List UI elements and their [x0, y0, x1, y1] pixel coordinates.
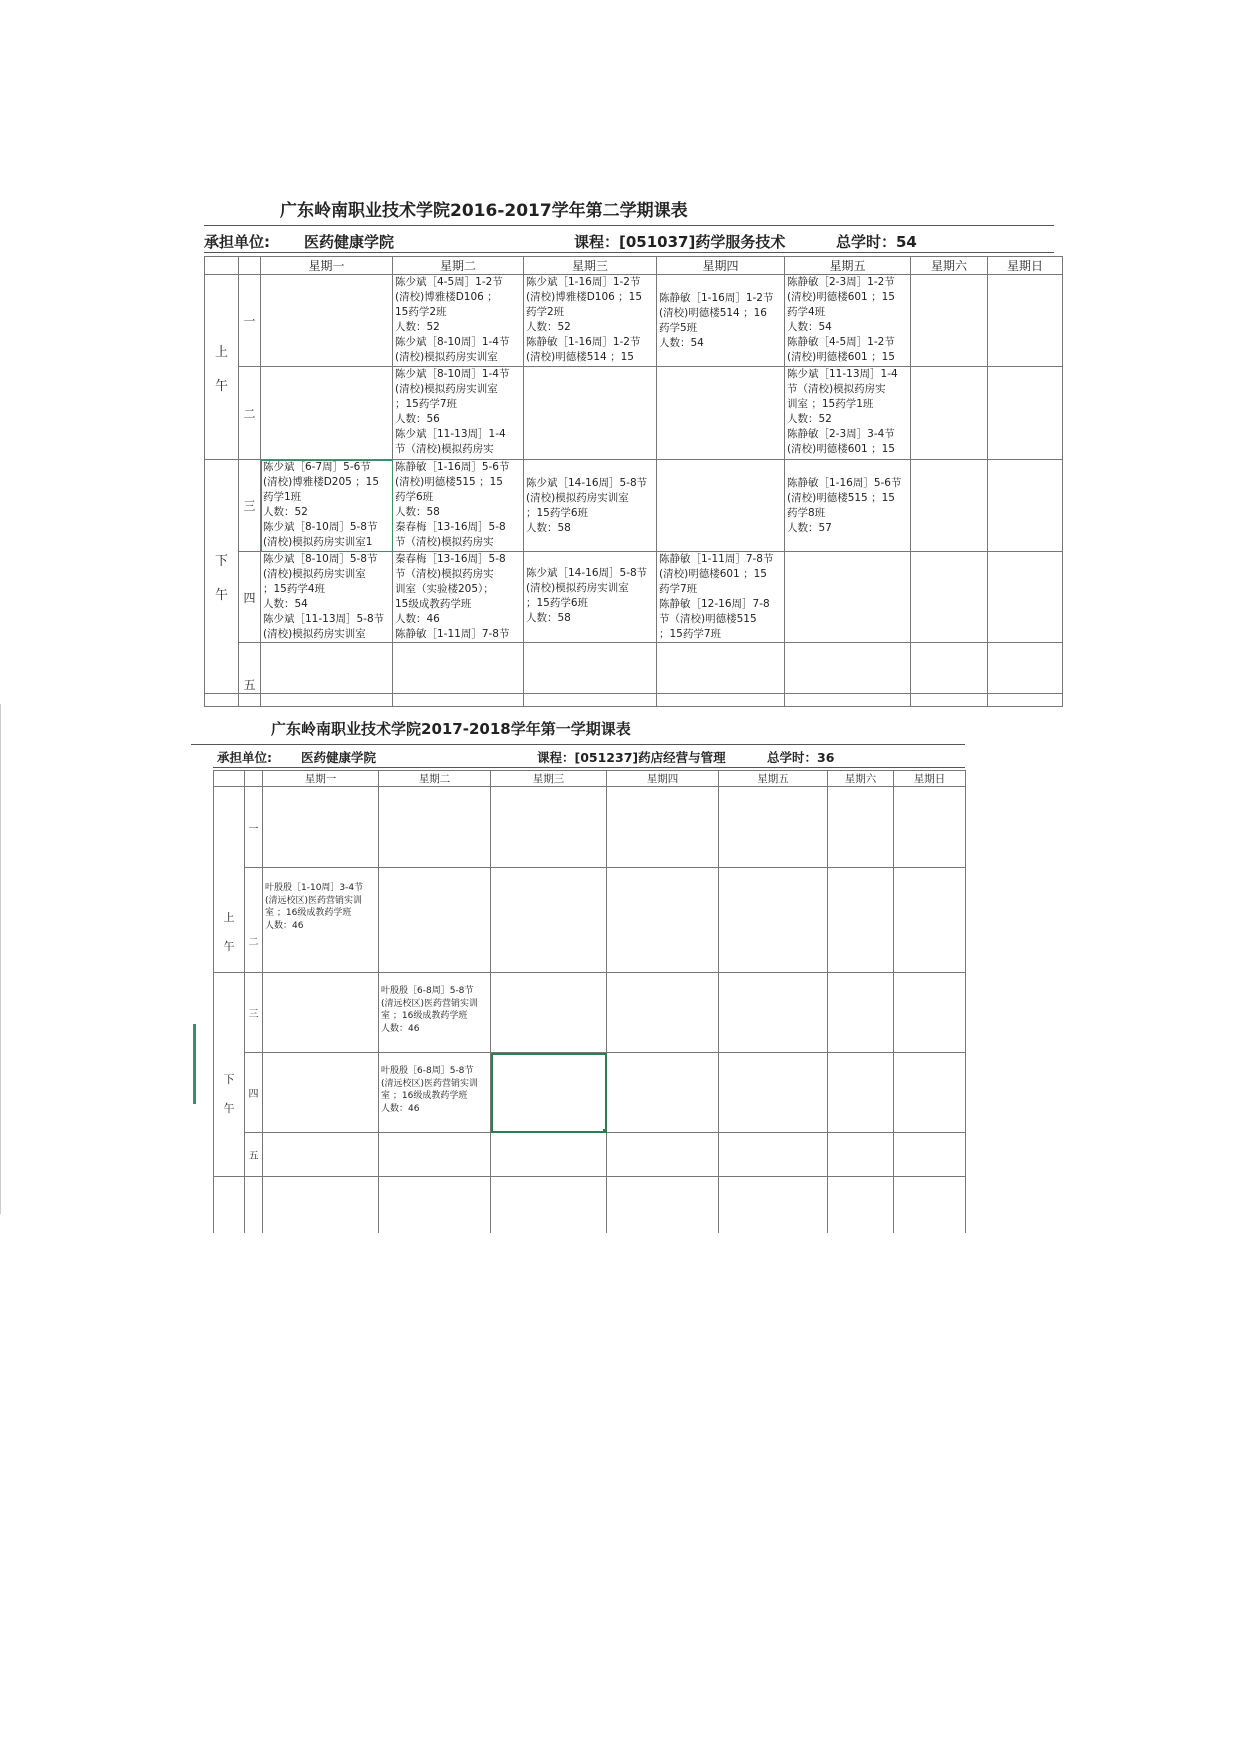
schedule-cell[interactable]	[719, 1053, 828, 1133]
schedule-cell[interactable]	[988, 367, 1063, 460]
schedule-cell[interactable]	[828, 1133, 894, 1177]
schedule-cell[interactable]: 叶殷殷［1-10周］3-4节 (清远校区)医药营销实训 室 ；16级成教药学班 人数：46	[263, 868, 379, 973]
schedule-cell[interactable]	[894, 1053, 966, 1133]
schedule-cell[interactable]	[393, 643, 524, 694]
schedule-cell[interactable]	[894, 787, 966, 868]
schedule-cell[interactable]	[988, 275, 1063, 367]
schedule-cell[interactable]: 陈静敏［2-3周］1-2节 (清校)明德楼601 ；15 药学4班 人数：54 陈静敏［4-5周］1-2节 (清校)明德楼601 ；15	[785, 275, 911, 367]
total-hours: 总学时：36	[767, 750, 835, 765]
schedule-cell[interactable]: 陈静敏［1-11周］7-8节 (清校)明德楼601 ；15 药学7班 陈静敏［12-16周］7-8 节（清校)明德楼515 ；15药学7班	[657, 552, 785, 643]
course-name: 课程：[051237]药店经营与管理	[537, 750, 726, 765]
schedule-cell[interactable]	[894, 868, 966, 973]
schedule-cell[interactable]: 陈少斌［8-10周］1-4节 (清校)模拟药房实训室 ；15药学7班 人数：56 陈少斌［11-13周］1-4 节（清校)模拟药房实	[393, 367, 524, 460]
divider	[213, 767, 965, 768]
schedule-cell[interactable]	[894, 1133, 966, 1177]
unit-label: 承担单位:	[204, 233, 270, 251]
sheet-info-row	[204, 231, 1054, 251]
day-header: 星期六	[828, 771, 894, 787]
schedule-cell[interactable]	[607, 868, 719, 973]
sheet-edge-marker	[193, 1024, 196, 1104]
divider	[204, 225, 1054, 226]
schedule-cell[interactable]: 陈少斌［1-16周］1-2节 (清校)博雅楼D106 ；15 药学2班 人数：52 陈静敏［1-16周］1-2节 (清校)明德楼514 ；15	[524, 275, 657, 367]
schedule-cell[interactable]	[988, 643, 1063, 694]
schedule-cell[interactable]	[379, 1133, 491, 1177]
schedule-cell[interactable]	[911, 367, 988, 460]
schedule-cell[interactable]	[607, 787, 719, 868]
filler-cell	[894, 1177, 966, 1234]
sheet-title: 广东岭南职业技术学院2017-2018学年第一学期课表	[271, 720, 631, 738]
schedule-cell[interactable]	[911, 460, 988, 552]
schedule-cell[interactable]	[491, 868, 607, 973]
schedule-cell[interactable]	[379, 787, 491, 868]
schedule-cell[interactable]	[657, 460, 785, 552]
day-header: 星期二	[379, 771, 491, 787]
filler-cell	[491, 1177, 607, 1234]
period-label: 三	[245, 973, 263, 1053]
day-header: 星期四	[657, 257, 785, 275]
day-header: 星期日	[988, 257, 1063, 275]
period-label: 三	[239, 460, 261, 552]
schedule-cell[interactable]	[828, 868, 894, 973]
schedule-cell[interactable]	[657, 367, 785, 460]
schedule-cell[interactable]	[263, 1053, 379, 1133]
corner-cell	[205, 257, 239, 275]
period-label: 五	[239, 643, 261, 694]
schedule-cell[interactable]	[261, 643, 393, 694]
day-header: 星期日	[894, 771, 966, 787]
schedule-cell[interactable]	[607, 1133, 719, 1177]
day-header: 星期六	[911, 257, 988, 275]
corner-cell	[245, 771, 263, 787]
schedule-cell[interactable]: 陈静敏［1-16周］1-2节 (清校)明德楼514 ；16 药学5班 人数：54	[657, 275, 785, 367]
schedule-cell[interactable]	[785, 643, 911, 694]
day-header: 星期四	[607, 771, 719, 787]
schedule-cell[interactable]	[263, 973, 379, 1053]
schedule-cell[interactable]	[911, 552, 988, 643]
schedule-cell[interactable]: 陈少斌［14-16周］5-8节 (清校)模拟药房实训室 ；15药学6班 人数：58	[524, 460, 657, 552]
schedule-cell[interactable]	[491, 1133, 607, 1177]
half-day-label: 上 午	[205, 275, 239, 460]
schedule-cell[interactable]	[657, 643, 785, 694]
filler-cell	[719, 1177, 828, 1234]
schedule-cell[interactable]	[828, 973, 894, 1053]
fill-handle[interactable]	[603, 1129, 607, 1133]
schedule-cell[interactable]	[894, 973, 966, 1053]
filler-cell	[214, 1177, 245, 1234]
filler-cell	[607, 1177, 719, 1234]
schedule-cell[interactable]	[263, 1133, 379, 1177]
schedule-cell[interactable]	[607, 1053, 719, 1133]
schedule-cell[interactable]	[491, 787, 607, 868]
timetable-grid	[213, 770, 966, 1233]
filler-cell	[263, 1177, 379, 1234]
half-day-label: 下 午	[205, 460, 239, 694]
period-label: 四	[245, 1053, 263, 1133]
filler-cell	[245, 1177, 263, 1234]
selected-schedule-cell[interactable]	[491, 1053, 607, 1133]
schedule-cell[interactable]	[524, 643, 657, 694]
schedule-cell[interactable]	[719, 868, 828, 973]
filler-cell	[379, 1177, 491, 1234]
day-header: 星期一	[261, 257, 393, 275]
schedule-cell[interactable]: 陈少斌［8-10周］5-8节 (清校)模拟药房实训室 ；15药学4班 人数：54 陈少斌［11-13周］5-8节 (清校)模拟药房实训室	[261, 552, 393, 643]
day-header: 星期一	[263, 771, 379, 787]
schedule-cell[interactable]	[988, 552, 1063, 643]
schedule-cell[interactable]: 陈少斌［14-16周］5-8节 (清校)模拟药房实训室 ；15药学6班 人数：58	[524, 552, 657, 643]
half-day-label: 上 午	[214, 787, 245, 973]
schedule-cell[interactable]: 叶殷殷［6-8周］5-8节 (清远校区)医药营销实训 室 ；16级成教药学班 人数：46	[379, 973, 491, 1053]
period-label: 一	[245, 787, 263, 868]
filler-cell	[828, 1177, 894, 1234]
sheet-title: 广东岭南职业技术学院2016-2017学年第二学期课表	[280, 201, 688, 221]
course-name: 课程：[051037]药学服务技术	[574, 233, 786, 251]
schedule-cell[interactable]	[719, 787, 828, 868]
schedule-cell[interactable]: 秦春梅［13-16周］5-8 节（清校)模拟药房实 训室（实验楼205）； 15级成教药学班 人数：46 陈静敏［1-11周］7-8节	[393, 552, 524, 643]
divider	[204, 252, 1054, 253]
schedule-cell[interactable]: 叶殷殷［6-8周］5-8节 (清远校区)医药营销实训 室 ；16级成教药学班 人数：46	[379, 1053, 491, 1133]
schedule-cell[interactable]	[607, 973, 719, 1053]
day-header: 星期五	[785, 257, 911, 275]
schedule-cell[interactable]: 陈静敏［1-16周］5-6节 (清校)明德楼515 ；15 药学6班 人数：58 秦春梅［13-16周］5-8 节（清校)模拟药房实	[393, 460, 524, 552]
schedule-cell[interactable]	[524, 367, 657, 460]
schedule-cell[interactable]	[719, 973, 828, 1053]
period-label: 一	[239, 275, 261, 367]
unit-value: 医药健康学院	[304, 233, 395, 251]
schedule-cell[interactable]	[988, 460, 1063, 552]
schedule-cell[interactable]	[379, 868, 491, 973]
period-label: 二	[245, 868, 263, 973]
schedule-cell[interactable]	[261, 367, 393, 460]
day-header: 星期三	[524, 257, 657, 275]
period-label: 五	[245, 1133, 263, 1177]
day-header: 星期五	[719, 771, 828, 787]
schedule-cell[interactable]	[263, 787, 379, 868]
day-header: 星期三	[491, 771, 607, 787]
timetable-grid	[204, 256, 1063, 707]
corner-cell	[214, 771, 245, 787]
timetable-sheet-2017-2018	[0, 704, 1240, 1214]
schedule-cell[interactable]	[911, 643, 988, 694]
unit-value: 医药健康学院	[301, 750, 377, 765]
schedule-cell[interactable]	[911, 275, 988, 367]
unit-label: 承担单位:	[217, 750, 272, 765]
schedule-cell[interactable]: 陈少斌［6-7周］5-6节 (清校)博雅楼D205 ；15 药学1班 人数：52 陈少斌［8-10周］5-8节 (清校)模拟药房实训室1	[261, 460, 393, 552]
sheet-info-row	[217, 748, 977, 766]
total-hours: 总学时：54	[836, 233, 917, 251]
schedule-cell[interactable]: 陈静敏［1-16周］5-6节 (清校)明德楼515 ；15 药学8班 人数：57	[785, 460, 911, 552]
schedule-cell[interactable]	[719, 1133, 828, 1177]
schedule-cell[interactable]	[828, 787, 894, 868]
day-header: 星期二	[393, 257, 524, 275]
corner-cell	[239, 257, 261, 275]
timetable-sheet-2016-2017	[0, 0, 1240, 710]
schedule-cell[interactable]	[828, 1053, 894, 1133]
schedule-cell[interactable]	[491, 973, 607, 1053]
period-label: 四	[239, 552, 261, 643]
divider	[191, 744, 965, 745]
period-label: 二	[239, 367, 261, 460]
schedule-cell[interactable]: 陈少斌［11-13周］1-4 节（清校)模拟药房实 训室 ；15药学1班 人数：52 陈静敏［2-3周］3-4节 (清校)明德楼601 ；15	[785, 367, 911, 460]
half-day-label: 下 午	[214, 973, 245, 1177]
schedule-cell[interactable]	[261, 275, 393, 367]
schedule-cell[interactable]: 陈少斌［4-5周］1-2节 (清校)博雅楼D106 ； 15药学2班 人数：52 陈少斌［8-10周］1-4节 (清校)模拟药房实训室	[393, 275, 524, 367]
schedule-cell[interactable]	[785, 552, 911, 643]
